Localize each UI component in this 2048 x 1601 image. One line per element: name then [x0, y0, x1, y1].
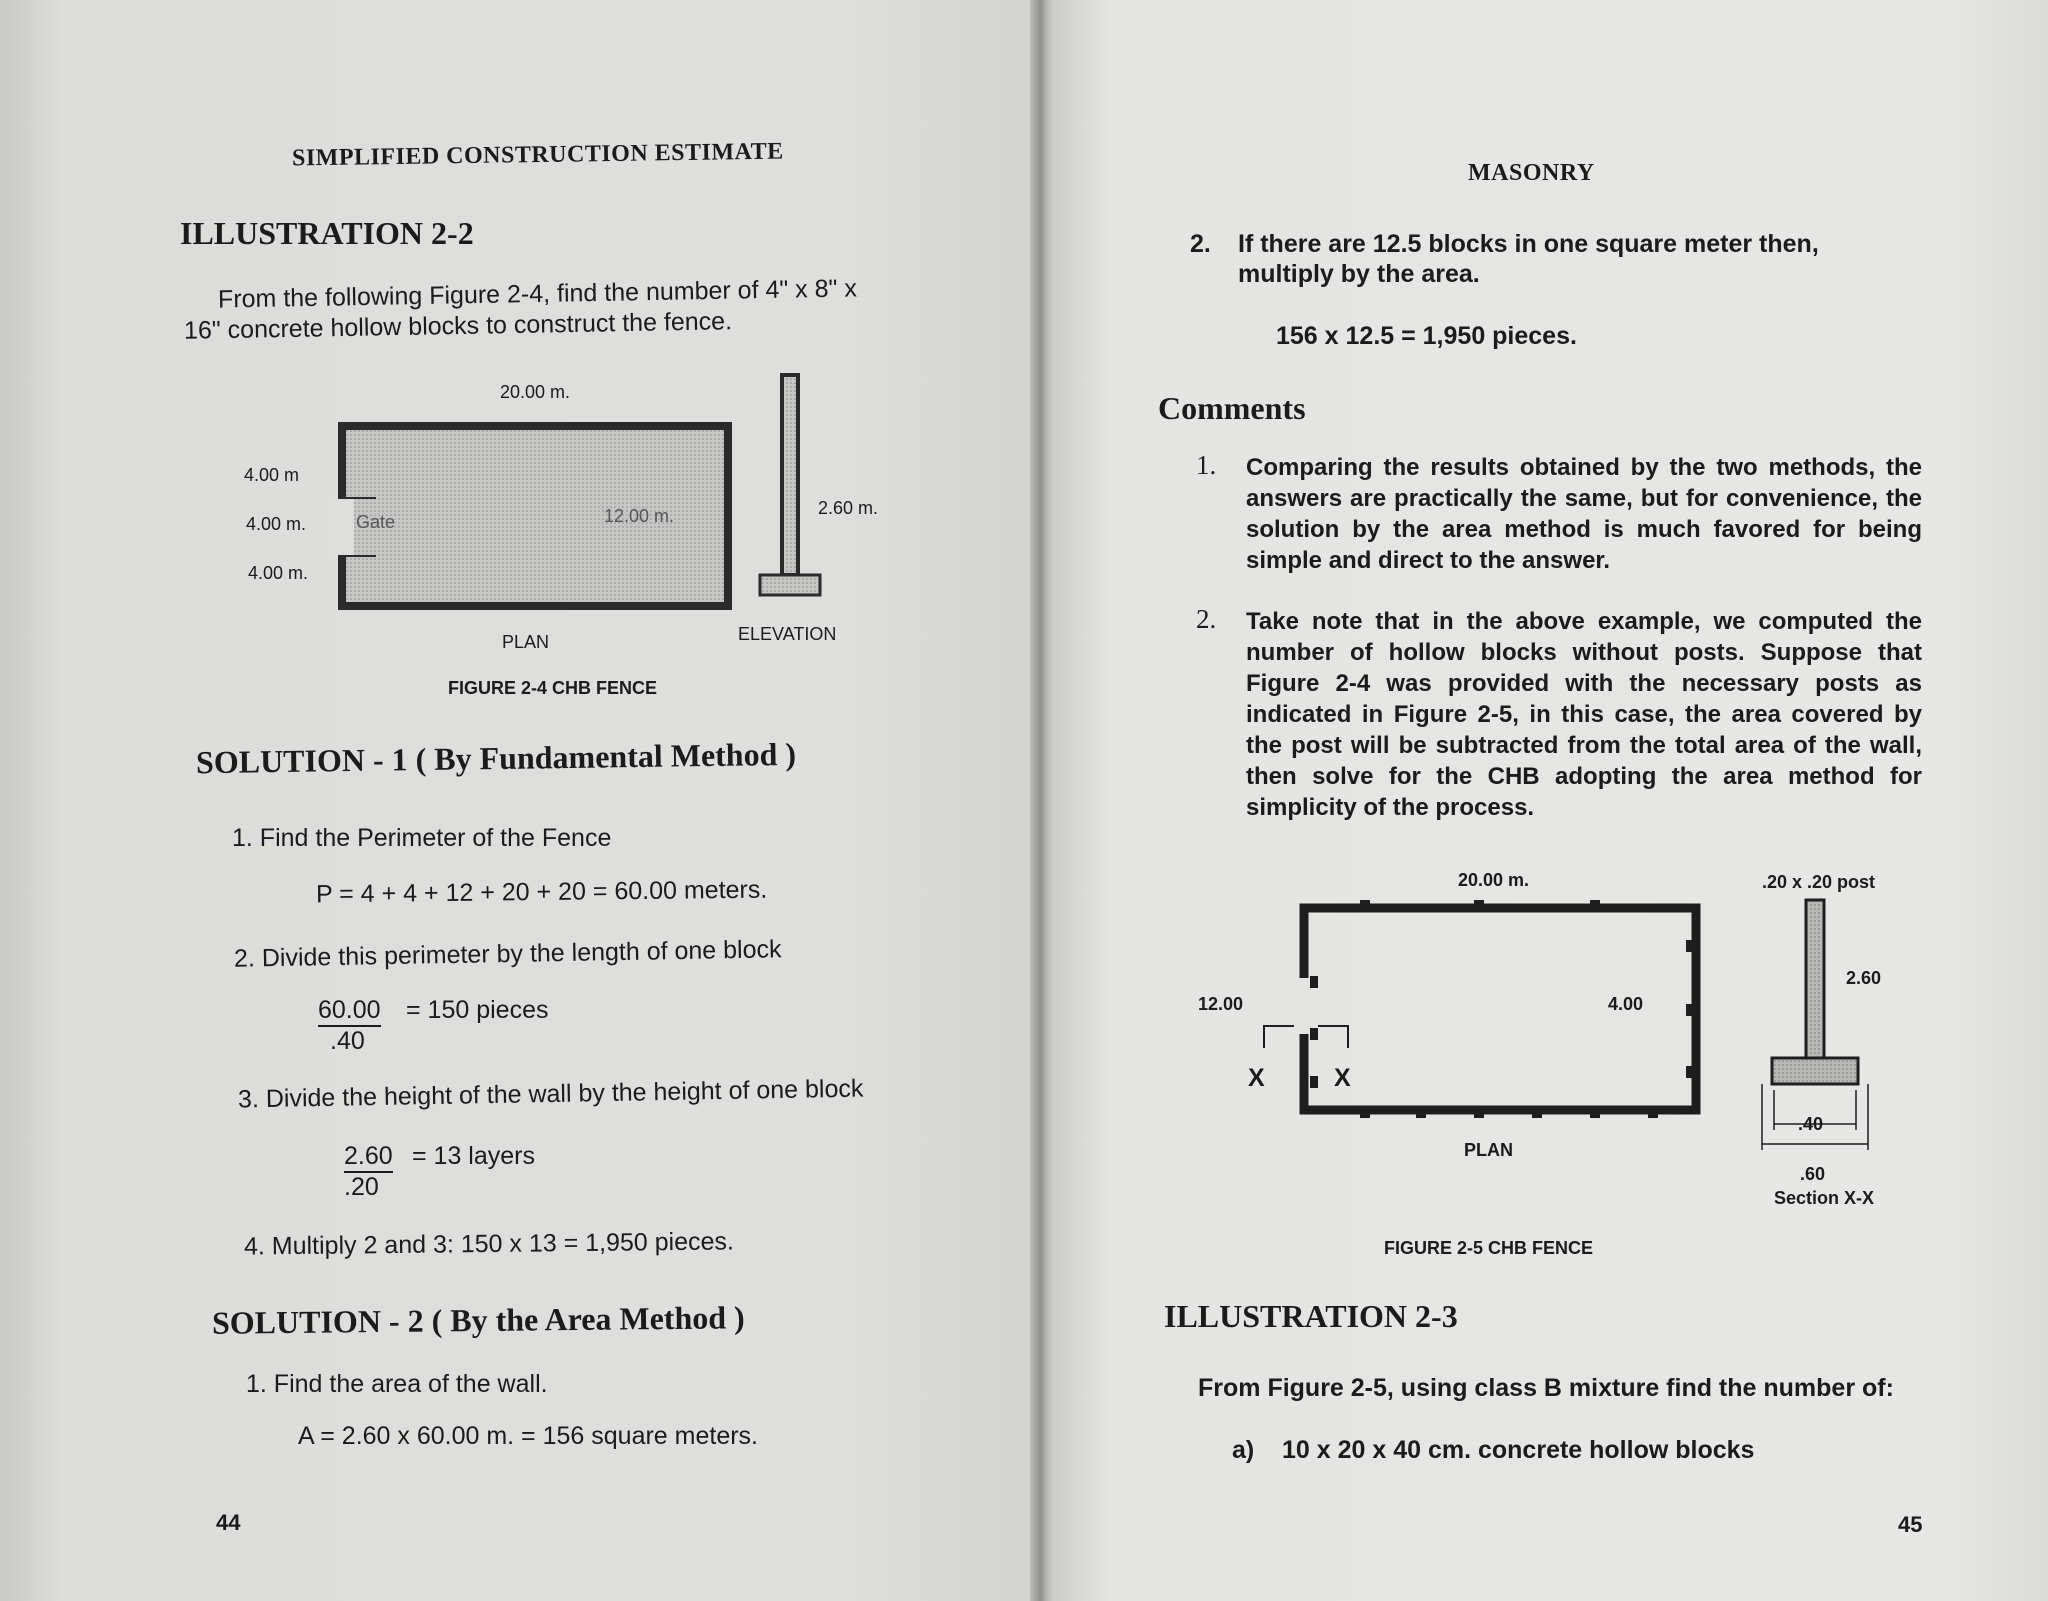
page-number-right: 45	[1898, 1512, 1923, 1537]
solution1-step2: 2. Divide this perimeter by the length of one block	[233, 935, 782, 973]
fig25-x-left: X	[1248, 1064, 1265, 1092]
fig24-dim-left-a: 4.00 m	[244, 465, 300, 485]
fig24-dim-height: 2.60 m.	[818, 498, 879, 518]
elevation-wall	[782, 375, 798, 575]
fig24-caption: FIGURE 2-4 CHB FENCE	[448, 678, 658, 698]
fig25-footing-b: .60	[1800, 1164, 1826, 1184]
running-header-left: SIMPLIFIED CONSTRUCTION ESTIMATE	[291, 138, 784, 172]
illustration-title: ILLUSTRATION 2-2	[180, 215, 474, 251]
solution2-step1-eq: A = 2.60 x 60.00 m. = 156 square meters.	[298, 1422, 758, 1450]
book-spine	[1030, 0, 1054, 1601]
solution1-step3: 3. Divide the height of the wall by the height of one block	[237, 1074, 864, 1114]
fig24-gate-label: Gate	[356, 512, 396, 532]
step3-numerator: 2.60	[344, 1142, 393, 1173]
section-post	[1806, 900, 1824, 1078]
fig25-dim-height: 2.60	[1846, 968, 1882, 988]
comment1-text: Comparing the results obtained by the two methods, the answers are practically the same, but for convenience, the solution by the area method is much favored for being simple and direct to the answer.	[1246, 454, 1922, 574]
fig24-dim-left-c: 4.00 m.	[248, 563, 309, 583]
elevation-footing	[760, 575, 820, 595]
fig24-dim-inner: 12.00 m.	[604, 506, 675, 526]
fig25-post-label: .20 x .20 post	[1762, 872, 1876, 892]
step2-denominator: .40	[330, 1027, 365, 1055]
fig25-footing-a: .40	[1798, 1114, 1824, 1134]
item2-number: 2.	[1190, 230, 1211, 258]
fig25-x-right: X	[1334, 1064, 1351, 1092]
fig24-dim-top: 20.00 m.	[500, 382, 571, 402]
illustration-2-3-title: ILLUSTRATION 2-3	[1164, 1298, 1458, 1334]
solution1-step2-frac	[318, 996, 381, 1056]
comment1-number: 1.	[1196, 450, 1217, 480]
solution1-title: SOLUTION - 1 ( By Fundamental Method )	[195, 735, 797, 781]
solution1-step2-result: = 150 pieces	[406, 996, 549, 1024]
fig25-dim-left: 12.00	[1198, 994, 1244, 1014]
item-a-text: 10 x 20 x 40 cm. concrete hollow blocks	[1282, 1436, 1755, 1464]
item2-line2: multiply by the area.	[1238, 260, 1480, 288]
step3-denominator: .20	[344, 1173, 379, 1201]
item-a-label: a)	[1232, 1436, 1255, 1464]
solution1-step1-eq: P = 4 + 4 + 12 + 20 + 20 = 60.00 meters.	[315, 875, 768, 909]
figure-2-4-drawing	[230, 370, 890, 650]
intro-line-2: 16" concrete hollow blocks to construct the fence.	[183, 307, 733, 345]
section-footing	[1772, 1058, 1858, 1084]
fig25-plan-label: PLAN	[1464, 1140, 1513, 1160]
fig24-dim-left-b: 4.00 m.	[246, 514, 307, 534]
fig25-section-label: Section X-X	[1774, 1188, 1875, 1208]
comments-title: Comments	[1158, 390, 1306, 426]
fig24-elevation-label: ELEVATION	[738, 624, 837, 644]
gate-opening	[330, 498, 354, 556]
intro-line-1: From the following Figure 2-4, find the number of 4" x 8" x	[217, 274, 858, 314]
solution1-step4: 4. Multiply 2 and 3: 150 x 13 = 1,950 pieces.	[243, 1227, 735, 1261]
solution1-step1: 1. Find the Perimeter of the Fence	[232, 824, 612, 852]
fig25-caption: FIGURE 2-5 CHB FENCE	[1384, 1238, 1594, 1258]
figure-2-5-drawing	[1190, 880, 1890, 1220]
page-number-left: 44	[216, 1510, 241, 1535]
solution2-step1: 1. Find the area of the wall.	[246, 1370, 548, 1398]
step2-numerator: 60.00	[318, 996, 381, 1027]
comment2-text: Take note that in the above example, we computed the number of hollow blocks without posts. Suppose that Figure 2-4 was provided with the necessary posts as indicated in Figure 2-5, in this case, the area covered by the post will be subtracted from the total area of the wall, then solve for the CHB adopting the area method for simplicity of the process.	[1246, 608, 1922, 821]
comment2-number: 2.	[1196, 604, 1217, 634]
item2-line1: If there are 12.5 blocks in one square meter then,	[1238, 230, 1819, 258]
item2-equation: 156 x 12.5 = 1,950 pieces.	[1276, 322, 1577, 350]
solution1-step3-result: = 13 layers	[412, 1142, 535, 1170]
solution1-step3-frac	[344, 1142, 393, 1202]
solution2-title: SOLUTION - 2 ( By the Area Method )	[211, 1299, 745, 1341]
illustration-2-3-intro: From Figure 2-5, using class B mixture find the number of:	[1198, 1374, 1894, 1402]
running-header-right: MASONRY	[1468, 160, 1595, 186]
fig25-dim-top: 20.00 m.	[1458, 870, 1530, 890]
fig25-dim-inner: 4.00	[1608, 994, 1644, 1014]
fig24-plan-label: PLAN	[502, 632, 550, 652]
